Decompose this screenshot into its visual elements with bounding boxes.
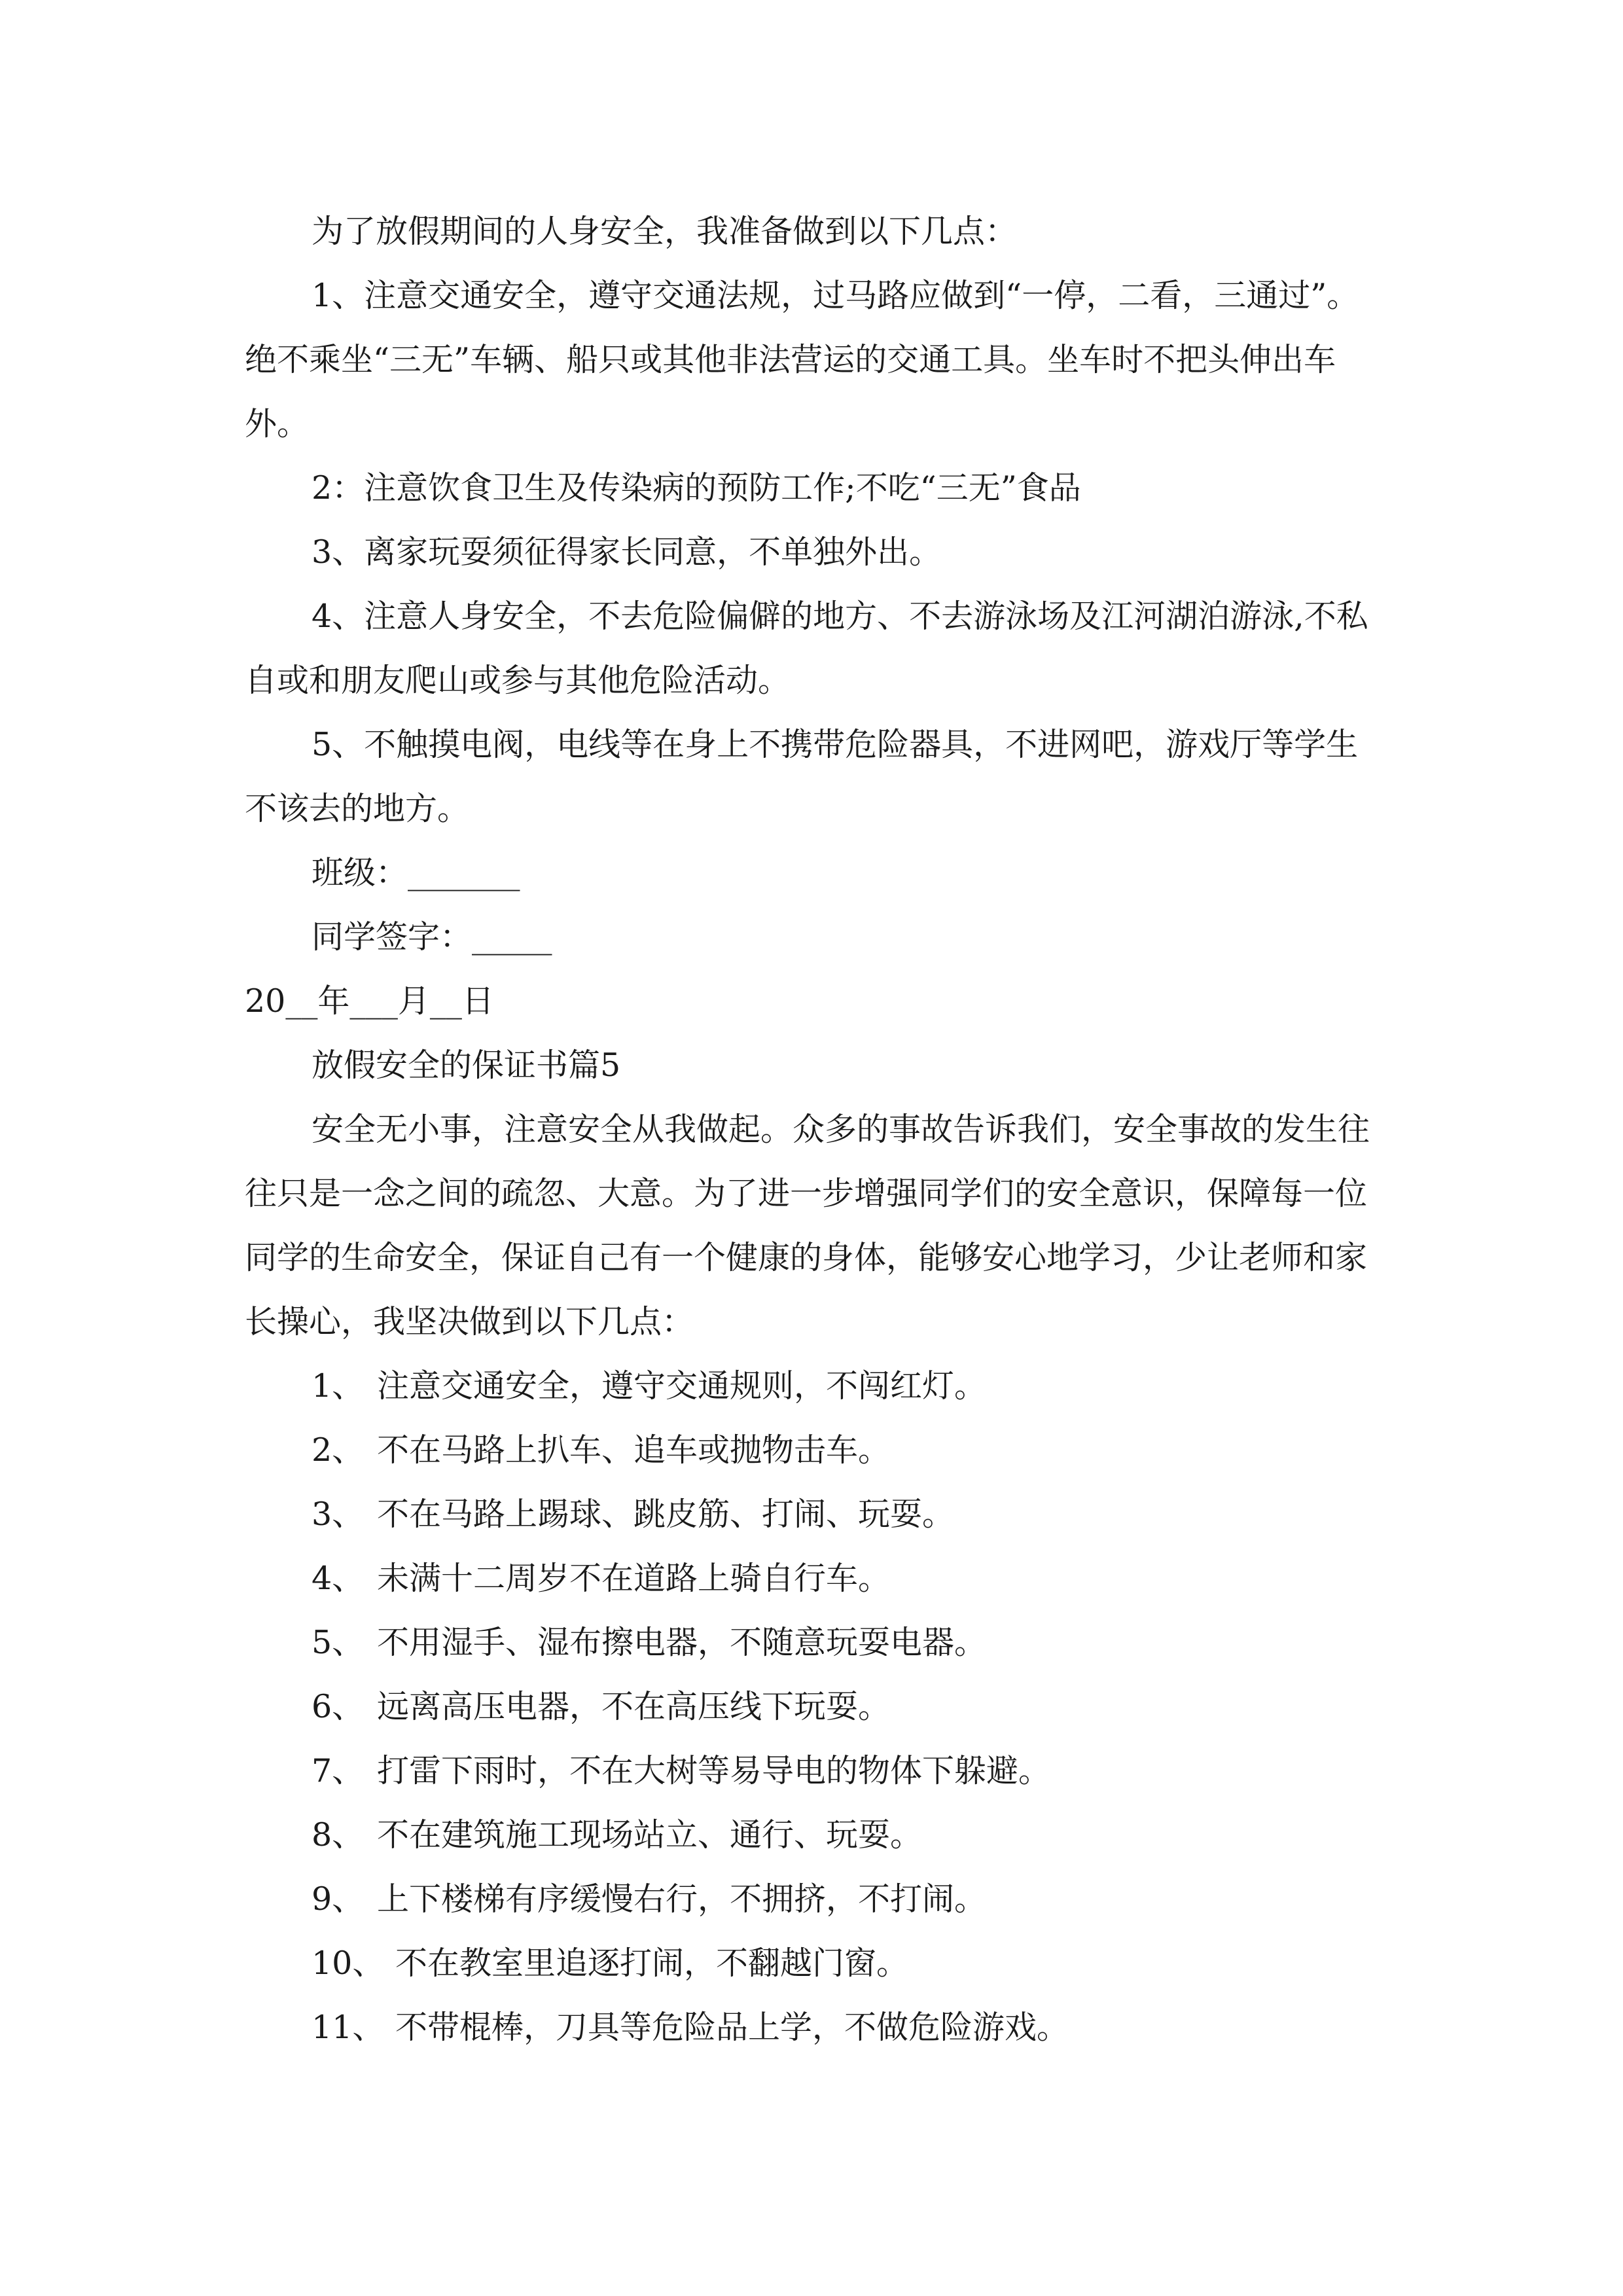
section-intro-paragraph: 安全无小事，注意安全从我做起。众多的事故告诉我们，安全事故的发生往往只是一念之间的疏忽、大意。为了进一步增强同学们的安全意识，保障每一位同学的生命安全，保证自己有一个健康的身体，能够安心地学习，少让老师和家长操心，我坚决做到以下几点： bbox=[245, 1111, 1370, 1340]
list-item-text: 不用湿手、湿布擦电器，不随意玩耍电器。 bbox=[377, 1624, 987, 1661]
list-item bbox=[245, 1611, 1390, 1675]
class-field-label: 班级：_______ bbox=[312, 854, 520, 891]
section-title: 放假安全的保证书篇5 bbox=[312, 1047, 621, 1084]
list-item-text: 不在马路上踢球、跳皮筋、打闹、玩耍。 bbox=[377, 1496, 955, 1533]
list-item-number: 9、 bbox=[312, 1880, 365, 1918]
list-item-text: 未满十二周岁不在道路上骑自行车。 bbox=[377, 1560, 891, 1597]
list-item bbox=[245, 1354, 1390, 1418]
list-item bbox=[245, 1675, 1390, 1739]
date-line: 20__年___月__日 bbox=[245, 982, 494, 1020]
list-item-text: 注意交通安全，遵守交通规则，不闯红灯。 bbox=[377, 1367, 987, 1405]
list-item-number: 4、 bbox=[312, 1560, 365, 1597]
list-item-text: 远离高压电器，不在高压线下玩耍。 bbox=[377, 1688, 891, 1725]
list-item-number: 5、 bbox=[312, 1624, 365, 1661]
list-item-number: 8、 bbox=[312, 1816, 365, 1854]
list-item bbox=[245, 1482, 1390, 1547]
safety-point-1: 1、注意交通安全，遵守交通法规，过马路应做到“一停，二看，三通过”。绝不乘坐“三无”车辆、船只或其他非法营运的交通工具。坐车时不把头伸出车外。 bbox=[245, 277, 1359, 442]
list-item-number: 7、 bbox=[312, 1752, 365, 1789]
safety-point-4: 4、注意人身安全，不去危险偏僻的地方、不去游泳场及江河湖泊游泳,不私自或和朋友爬山或参与其他危险活动。 bbox=[245, 598, 1368, 699]
list-item-text: 上下楼梯有序缓慢右行，不拥挤，不打闹。 bbox=[377, 1880, 987, 1918]
intro-paragraph: 为了放假期间的人身安全，我准备做到以下几点： bbox=[312, 213, 1018, 250]
list-item-text: 不在教室里追逐打闹，不翻越门窗。 bbox=[395, 1945, 909, 1982]
list-item-number: 6、 bbox=[312, 1688, 365, 1725]
list-item-number: 1、 bbox=[312, 1367, 365, 1405]
list-item-number: 11、 bbox=[312, 2009, 385, 2046]
list-item-text: 打雷下雨时，不在大树等易导电的物体下躲避。 bbox=[377, 1752, 1051, 1789]
list-item bbox=[245, 1739, 1390, 1803]
document-body bbox=[245, 200, 1390, 2060]
list-item bbox=[245, 1547, 1390, 1611]
safety-point-5: 5、不触摸电阀，电线等在身上不携带危险器具，不进网吧，游戏厅等学生不该去的地方。 bbox=[245, 726, 1359, 827]
list-item-text: 不在建筑施工现场站立、通行、玩耍。 bbox=[377, 1816, 923, 1854]
list-item-number: 2、 bbox=[312, 1431, 365, 1469]
safety-point-2: 2：注意饮食卫生及传染病的预防工作;不吃“三无”食品 bbox=[312, 469, 1081, 507]
list-item bbox=[245, 1867, 1390, 1931]
list-item bbox=[245, 1418, 1390, 1482]
signature-field-label: 同学签字：_____ bbox=[312, 918, 552, 956]
list-item bbox=[245, 1803, 1390, 1867]
list-item-text: 不带棍棒，刀具等危险品上学，不做危险游戏。 bbox=[395, 2009, 1069, 2046]
list-item-text: 不在马路上扒车、追车或抛物击车。 bbox=[377, 1431, 891, 1469]
list-item bbox=[245, 1931, 1390, 1996]
safety-point-3: 3、离家玩耍须征得家长同意，不单独外出。 bbox=[312, 533, 942, 571]
list-item-number: 3、 bbox=[312, 1496, 365, 1533]
list-item bbox=[245, 1996, 1390, 2060]
list-item-number: 10、 bbox=[312, 1945, 385, 1982]
